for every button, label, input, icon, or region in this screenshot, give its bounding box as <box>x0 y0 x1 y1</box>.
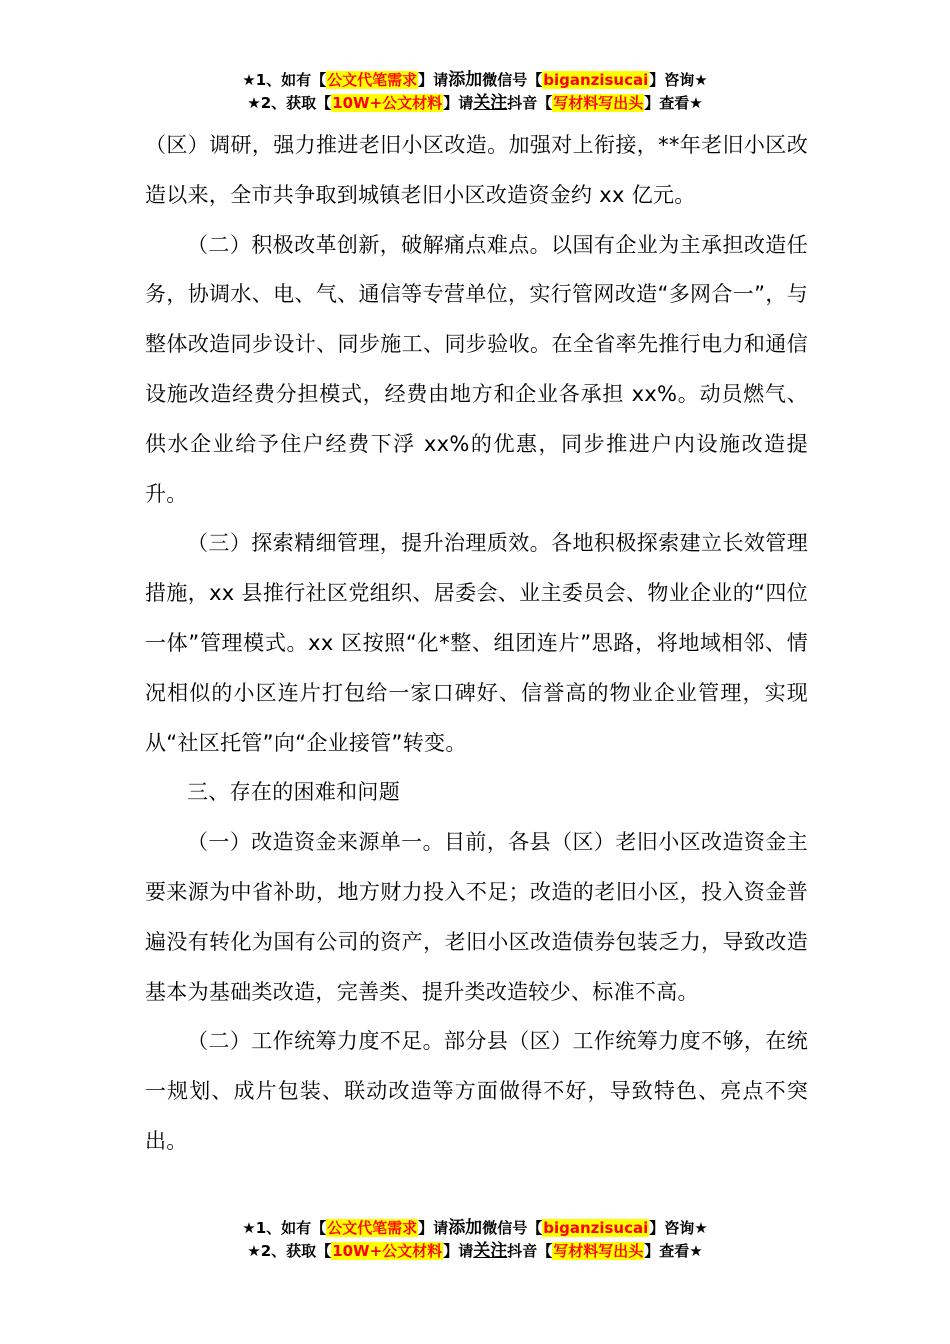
paragraph-reform: （二）积极改革创新，破解痛点难点。以国有企业为主承担改造任务，协调水、电、气、通信等专营单位，实行管网改造“多网合一”，与整体改造同步设计、同步施工、同步验收。在全省率先推行电力和通信设施改造经费分担模式，经费由地方和企业各承担 xx%。动员燃气、供水企业给予住户经费下浮 xx%的优惠，同步推进户内设施改造提升。 <box>145 232 808 506</box>
header-banner <box>0 69 950 115</box>
banner-highlight: 写材料写出头 <box>553 1242 644 1260</box>
banner-highlight: 10W+公文材料 <box>332 94 443 112</box>
banner-line-1: ★1、如有【公文代笔需求】请添加微信号【biganzisucai】咨询★ <box>242 1218 708 1238</box>
banner-highlight: 公文代笔需求 <box>327 1219 418 1237</box>
banner-highlight: biganzisucai <box>543 71 649 89</box>
paragraph-management: （三）探索精细管理，提升治理质效。各地积极探索建立长效管理措施，xx 县推行社区党组织、居委会、业主委员会、物业企业的“四位一体”管理模式。xx 区按照“化*整、组团连片”思路，将地域相邻、情况相似的小区连片打包给一家口碑好、信誉高的物业企业管理，实现从“社区托管”向“企业接管”转变。 <box>145 531 808 755</box>
paragraph-coordination: （二）工作统筹力度不足。部分县（区）工作统筹力度不够，在统一规划、成片包装、联动改造等方面做得不好，导致特色、亮点不突出。 <box>145 1029 808 1153</box>
paragraph-continuation: （区）调研，强力推进老旧小区改造。加强对上衔接，**年老旧小区改造以来，全市共争取到城镇老旧小区改造资金约 xx 亿元。 <box>145 133 808 207</box>
banner-highlight: biganzisucai <box>543 1219 649 1237</box>
banner-line-1: ★1、如有【公文代笔需求】请添加微信号【biganzisucai】咨询★ <box>242 70 708 90</box>
banner-highlight: 写材料写出头 <box>553 94 644 112</box>
banner-line-2: ★2、获取【10W+公文材料】请关注抖音【写材料写出头】查看★ <box>247 1241 703 1261</box>
banner-highlight: 10W+公文材料 <box>332 1242 443 1260</box>
banner-line-2: ★2、获取【10W+公文材料】请关注抖音【写材料写出头】查看★ <box>247 93 703 113</box>
footer-banner <box>0 1217 950 1263</box>
paragraph-funding: （一）改造资金来源单一。目前，各县（区）老旧小区改造资金主要来源为中省补助，地方财力投入不足；改造的老旧小区，投入资金普遍没有转化为国有公司的资产，老旧小区改造债券包装乏力，导致改造基本为基础类改造，完善类、提升类改造较少、标准不高。 <box>145 830 808 1004</box>
banner-highlight: 公文代笔需求 <box>327 71 418 89</box>
document-body <box>145 121 808 1167</box>
section-heading: 三、存在的困难和问题 <box>187 780 400 805</box>
